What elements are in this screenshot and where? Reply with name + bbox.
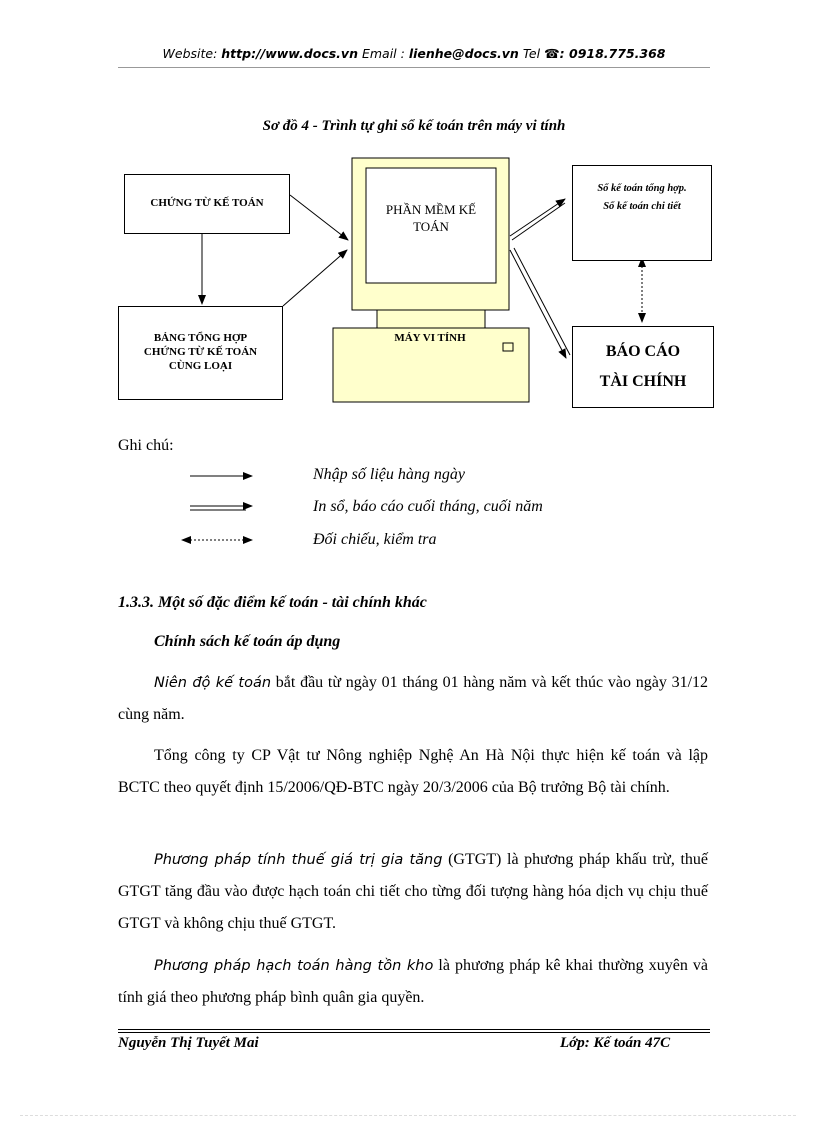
- so-ke-toan-chi-tiet: Sổ kế toán chi tiết: [603, 200, 681, 212]
- box-bang-tong-hop-label: BẢNG TỔNG HỢP CHỨNG TỪ KẾ TOÁN CÙNG LOẠI: [143, 332, 258, 372]
- email-label: Email :: [361, 46, 405, 61]
- box-bang-tong-hop: [118, 306, 283, 400]
- footer-class: Lớp: Kế toán 47C: [560, 1035, 671, 1051]
- arrow-chungtu-to-software: [290, 195, 348, 240]
- legend-item-print: In sổ, báo cáo cuối tháng, cuối năm: [313, 498, 543, 515]
- footer-author: Nguyễn Thị Tuyết Mai: [118, 1035, 259, 1051]
- pc-label: MÁY VI TÍNH: [394, 332, 466, 344]
- monitor-software-label: PHẦN MỀM KẾ TOÁN: [385, 202, 477, 234]
- arrow-software-to-so-ketoan-a: [510, 199, 565, 236]
- paragraph-nien-do-term: Niên độ kế toán: [154, 675, 272, 691]
- section-subheading: Chính sách kế toán áp dụng: [154, 633, 341, 650]
- paragraph-hang-ton-kho: Phương pháp hạch toán hàng tồn kho là phương pháp kê khai thường xuyên và tính giá theo phương pháp bình quân gia quyền.: [118, 957, 708, 1006]
- footer-rule-bottom: [118, 1032, 710, 1033]
- section-heading: 1.3.3. Một số đặc điểm kế toán - tài chính khác: [118, 594, 427, 611]
- paragraph-thue-gtgt: Phương pháp tính thuế giá trị gia tăng (GTGT) là phương pháp khấu trừ, thuế GTGT tăng đầu vào được hạch toán chi tiết cho từng đối tượng hàng hóa dịch vụ chịu thuế GTGT và không chịu thuế GTGT.: [118, 851, 709, 932]
- box-chung-tu-ke-toan: [124, 174, 290, 234]
- box-chung-tu-label: CHỨNG TỪ KẾ TOÁN: [150, 197, 264, 210]
- phone-icon: ☎: [544, 46, 560, 61]
- paragraph-nien-do: Niên độ kế toán bắt đầu từ ngày 01 tháng 01 hàng năm và kết thúc vào ngày 31/12 cùng năm.: [118, 674, 709, 723]
- website-link[interactable]: http://www.docs.vn: [221, 46, 358, 61]
- legend-item-check: Đối chiếu, kiểm tra: [313, 531, 437, 548]
- email-link[interactable]: lienhe@docs.vn: [408, 46, 519, 61]
- paragraph-hang-ton-kho-term: Phương pháp hạch toán hàng tồn kho: [154, 958, 434, 974]
- tai-chinh-label: TÀI CHÍNH: [599, 373, 687, 390]
- phone-number: : 0918.775.368: [559, 46, 666, 61]
- arrow-bangtonghop-to-software: [283, 250, 347, 306]
- arrow-software-to-so-ketoan-b: [512, 203, 565, 240]
- box-bao-cao-tai-chinh: [572, 326, 714, 408]
- monitor-neck: [377, 310, 485, 328]
- paragraph-quyet-dinh: Tổng công ty CP Vật tư Nông nghiệp Nghệ An Hà Nội thực hiện kế toán và lập BCTC theo quyết định 15/2006/QĐ-BTC ngày 20/3/2006 của Bộ trưởng Bộ tài chính.: [118, 747, 708, 796]
- so-ke-toan-tong-hop: Sổ kế toán tổng hợp.: [597, 183, 687, 194]
- paragraph-thue-gtgt-term: Phương pháp tính thuế giá trị gia tăng: [154, 852, 443, 868]
- box-so-ke-toan: [572, 165, 712, 261]
- diagram-title: Sơ đồ 4 - Trình tự ghi sổ kế toán trên máy vi tính: [262, 118, 566, 134]
- website-label: Website:: [162, 46, 218, 61]
- bao-cao-label: BÁO CÁO: [605, 342, 681, 360]
- legend-heading: Ghi chú:: [118, 437, 174, 454]
- page-boundary: [20, 1115, 796, 1116]
- pc-drive-slot: [503, 343, 513, 351]
- footer-rule-top: [118, 1029, 710, 1030]
- legend-item-input: Nhập số liệu hàng ngày: [313, 466, 465, 483]
- tel-label: Tel: [522, 46, 541, 61]
